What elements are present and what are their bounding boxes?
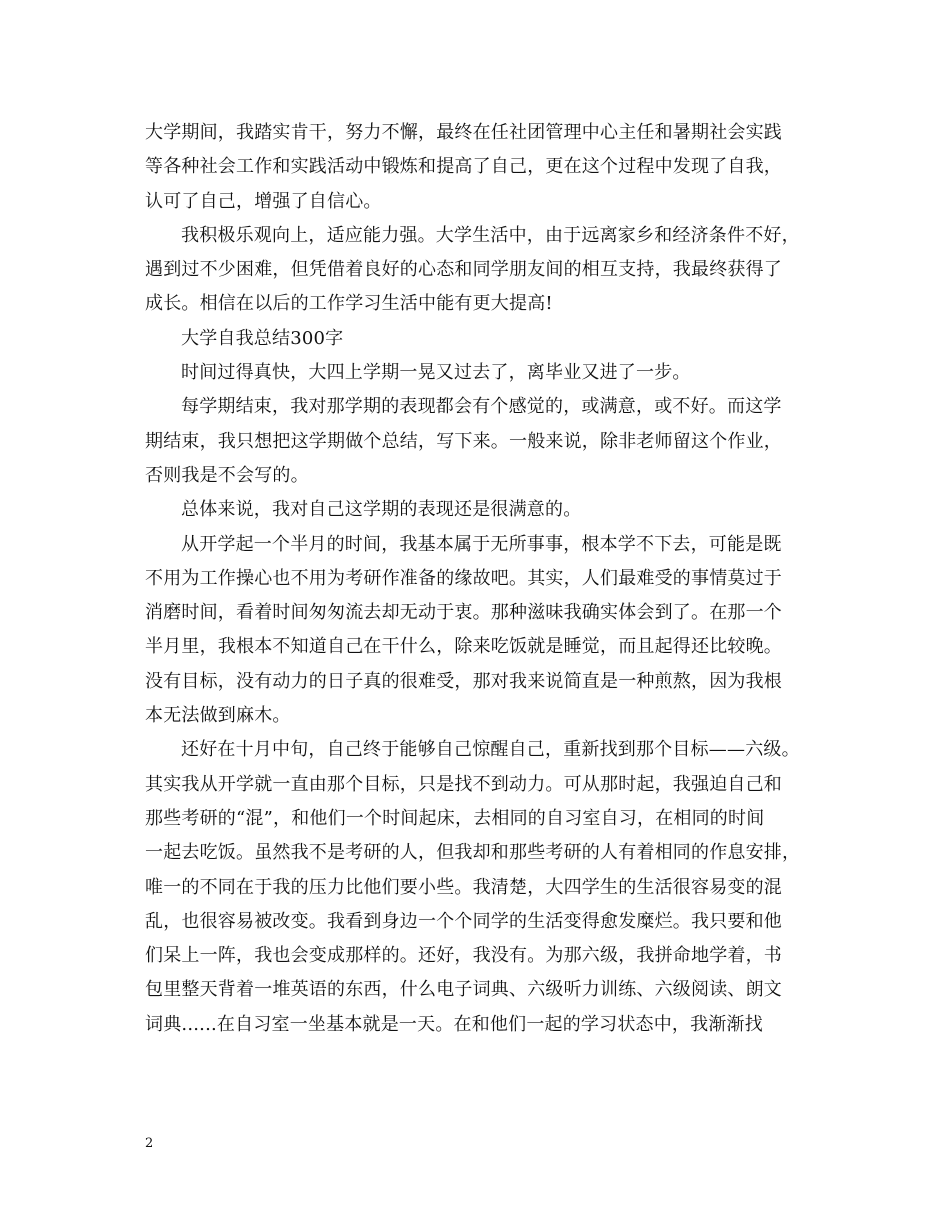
text-line: 还好在十月中旬，自己终于能够自己惊醒自己，重新找到那个目标——六级。 bbox=[181, 739, 800, 761]
text-line: 大学期间，我踏实肯干，努力不懈，最终在任社团管理中心主任和暑期社会实践 bbox=[145, 122, 782, 143]
text-line: 包里整天背着一堆英语的东西，什么电子词典、六级听力训练、六级阅读、朗文 bbox=[145, 979, 782, 1001]
text-line: 那些考研的“混”，和他们一个时间起床，去相同的自习室自习，在相同的时间 bbox=[145, 807, 765, 829]
text-line: 们呆上一阵，我也会变成那样的。还好，我没有。为那六级，我拼命地学着，书 bbox=[145, 945, 782, 967]
text-line: 其实我从开学就一直由那个目标，只是找不到动力。可从那时起，我强迫自己和 bbox=[145, 773, 782, 795]
document-body bbox=[145, 116, 810, 1042]
text-line: 从开学起一个半月的时间，我基本属于无所事事，根本学不下去，可能是既 bbox=[181, 533, 782, 555]
text-line: 乱，也很容易被改变。我看到身边一个个同学的生活变得愈发糜烂。我只要和他 bbox=[145, 910, 782, 932]
text-line: 总体来说，我对自己这学期的表现还是很满意的。 bbox=[181, 499, 582, 521]
text-line: 词典......在自习室一坐基本就是一天。在和他们一起的学习状态中，我渐渐找 bbox=[145, 1013, 763, 1035]
text-line: 本无法做到麻木。 bbox=[145, 705, 291, 727]
text-line: 我积极乐观向上，适应能力强。大学生活中，由于远离家乡和经济条件不好， bbox=[181, 224, 800, 246]
page-number: 2 bbox=[145, 1136, 154, 1151]
text-line: 大学自我总结300字 bbox=[181, 327, 344, 349]
text-line: 期结束，我只想把这学期做个总结，写下来。一般来说，除非老师留这个作业， bbox=[145, 430, 782, 452]
text-line: 唯一的不同在于我的压力比他们要小些。我清楚，大四学生的生活很容易变的混 bbox=[145, 876, 782, 898]
text-line: 否则我是不会写的。 bbox=[145, 464, 309, 486]
text-line: 认可了自己，增强了自信心。 bbox=[145, 190, 382, 212]
text-line: 等各种社会工作和实践活动中锻炼和提高了自己，更在这个过程中发现了自我， bbox=[145, 156, 782, 178]
text-line: 遇到过不少困难，但凭借着良好的心态和同学朋友间的相互支持，我最终获得了 bbox=[145, 259, 782, 281]
text-line: 消磨时间，看着时间匆匆流去却无动于衷。那种滋味我确实体会到了。在那一个 bbox=[145, 602, 782, 624]
text-line: 不用为工作操心也不用为考研作准备的缘故吧。其实，人们最难受的事情莫过于 bbox=[145, 567, 782, 589]
text-line: 半月里，我根本不知道自己在干什么，除来吃饭就是睡觉，而且起得还比较晚。 bbox=[145, 636, 782, 658]
text-line: 每学期结束，我对那学期的表现都会有个感觉的，或满意，或不好。而这学 bbox=[181, 396, 782, 418]
text-line: 成长。相信在以后的工作学习生活中能有更大提高! bbox=[145, 293, 553, 315]
text-line: 时间过得真快，大四上学期一晃又过去了，离毕业又进了一步。 bbox=[181, 362, 691, 384]
text-line: 一起去吃饭。虽然我不是考研的人，但我却和那些考研的人有着相同的作息安排， bbox=[145, 842, 801, 864]
text-line: 没有目标，没有动力的日子真的很难受，那对我来说简直是一种煎熬，因为我根 bbox=[145, 670, 782, 692]
